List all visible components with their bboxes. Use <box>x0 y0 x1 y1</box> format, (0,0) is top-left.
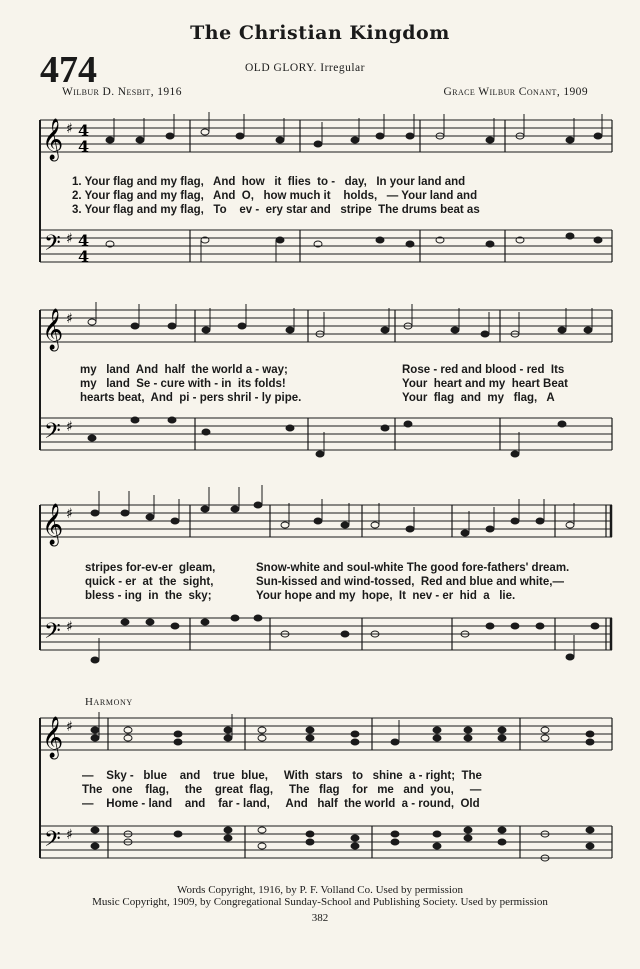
lyric-line: — Home - land and far - land, And half the world a - round, Old <box>82 798 480 810</box>
time-signature-bottom: 4 <box>78 247 90 266</box>
tune-name: OLD GLORY. Irregular <box>245 62 365 74</box>
composer-credit: Grace Wilbur Conant, 1909 <box>443 86 588 98</box>
sharp-icon: ♯ <box>66 619 73 635</box>
time-signature-top: 4 <box>78 231 90 250</box>
treble-clef-icon: 𝄞 <box>42 717 64 758</box>
lyric-line: Your flag and my flag, A <box>402 392 555 404</box>
bass-clef-icon: 𝄢 <box>44 419 61 449</box>
music-system-3 <box>0 485 640 665</box>
sharp-icon: ♯ <box>66 231 73 247</box>
section-heading: The Christian Kingdom <box>190 22 450 44</box>
treble-clef-icon: 𝄞 <box>42 309 64 350</box>
sharp-icon: ♯ <box>66 419 73 435</box>
lyric-line: hearts beat, And pi - pers shril - ly pipe. <box>80 392 302 404</box>
music-copyright: Music Copyright, 1909, by Congregational Sunday-School and Publishing Society. Used by permission <box>92 896 548 908</box>
notes <box>91 485 599 663</box>
lyric-line: Rose - red and blood - red Its <box>402 364 565 376</box>
bass-clef-icon: 𝄢 <box>44 231 61 261</box>
lyric-line: quick - er at the sight, <box>85 576 214 588</box>
treble-staff <box>40 310 612 342</box>
hymn-number: 474 <box>40 49 97 91</box>
treble-clef-icon: 𝄞 <box>42 119 64 160</box>
lyric-line: The one flag, the great flag, The flag for me and you, — <box>82 784 482 796</box>
harmony-label: Harmony <box>85 696 133 708</box>
lyric-line: stripes for-ev-er gleam, <box>85 562 216 574</box>
bass-staff <box>40 230 612 262</box>
page-number: 382 <box>311 912 329 924</box>
words-copyright: Words Copyright, 1916, by P. F. Volland Co. Used by permission <box>177 884 463 896</box>
sharp-icon: ♯ <box>66 827 73 843</box>
bass-clef-icon: 𝄢 <box>44 827 61 857</box>
lyric-line: Your heart and my heart Beat <box>402 378 568 390</box>
treble-clef-icon: 𝄞 <box>42 504 64 545</box>
lyric-line: my land And half the world a - way; <box>80 364 288 376</box>
lyric-line: Sun-kissed and wind-tossed, Red and blue and white,— <box>256 576 564 588</box>
lyric-line: 3. Your flag and my flag, To ev - ery star and stripe The drums beat as <box>72 204 480 216</box>
sharp-icon: ♯ <box>66 311 73 327</box>
lyric-line: Snow-white and soul-white The good fore-fathers' dream. <box>256 562 570 574</box>
treble-staff <box>40 718 612 750</box>
lyric-line: — Sky - blue and true blue, With stars to shine a - right; The <box>82 770 482 782</box>
treble-staff <box>40 120 612 152</box>
lyric-line: 1. Your flag and my flag, And how it flies to - day, In your land and <box>72 176 466 188</box>
author-credit: Wilbur D. Nesbit, 1916 <box>62 86 182 98</box>
lyric-line: bless - ing in the sky; <box>85 590 212 602</box>
sharp-icon: ♯ <box>66 719 73 735</box>
lyric-line: 2. Your flag and my flag, And O, how much it holds, — Your land and <box>72 190 478 202</box>
time-signature-top: 4 <box>78 121 90 140</box>
time-signature-bottom: 4 <box>78 137 90 156</box>
bass-clef-icon: 𝄢 <box>44 619 61 649</box>
lyric-line: my land Se - cure with - in its folds! <box>80 378 286 390</box>
lyric-line: Your hope and my hope, It nev - er hid a lie. <box>256 590 516 602</box>
bass-staff <box>40 418 612 450</box>
sharp-icon: ♯ <box>66 121 73 137</box>
sharp-icon: ♯ <box>66 506 73 522</box>
